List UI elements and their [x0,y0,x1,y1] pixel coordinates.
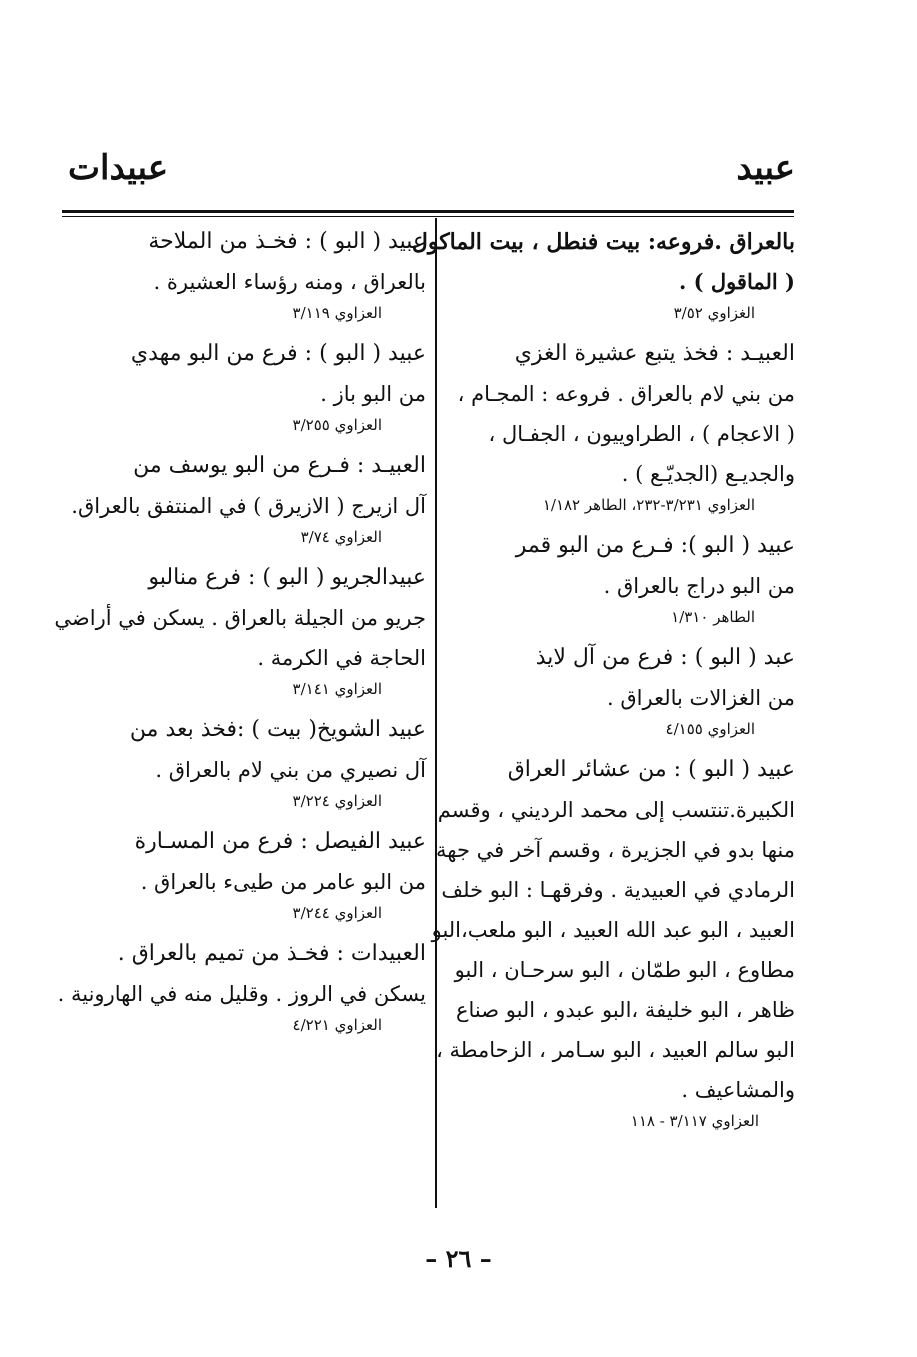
entry-reference: العزاوي ٣/١١٧ - ١١٨ [630,1112,759,1130]
entry-line: آل نصيري من بني لام بالعراق . [155,758,426,782]
entry [54,558,426,700]
entry-line: والمشاعيف . [681,1078,795,1102]
entry-line: من البو دراج بالعراق . [603,574,795,598]
entry-line: عبيد ( البو ) : من عشائر العراق [507,757,795,782]
entry [57,934,426,1036]
entry [66,334,426,436]
running-header-right: عبيد [736,148,795,188]
entry [447,526,795,628]
entry-line: عبيد ( البو ): فـرع من البو قمر [515,533,795,558]
entry-line: الحاجة في الكرمة . [257,646,426,670]
entry [411,222,795,324]
entry-line: من بني لام بالعراق . فروعه : المجـام ، [457,382,795,406]
entry-line: العبيدات : فخـذ من تميم بالعراق . [117,941,426,966]
entry-reference: العزاوي ٣/٢٥٥ [292,416,382,434]
entry-line: يسكن في الروز . وقليل منه في الهارونية . [57,982,426,1006]
entry-line: العبيـد : فخذ يتبع عشيرة الغزي [514,341,795,366]
entry-line: من البو باز . [320,382,426,406]
entry-reference: العزاوي ٣/٧٤ [300,528,382,546]
entry-reference: الطاهر ١/٣١٠ [671,608,755,626]
entry-line: عبيد ( البو ) : فخـذ من الملاحة [148,229,426,254]
entry [66,822,426,924]
header-rule-thick [62,210,794,213]
entry-reference: العزاوي ٣/٢٣١-٢٣٢، الطاهر ١/١٨٢ [542,496,755,514]
entry-line: العبيـد : فـرع من البو يوسف من [133,453,426,478]
entry-line: بالعراق .فروعه: بيت فنطل ، بيت الماكول [411,229,795,255]
entry-line: جريو من الجيلة بالعراق . يسكن في أراضي [54,606,426,630]
entry-reference: العزاوي ٣/١١٩ [292,304,382,322]
entry [66,710,426,812]
entry [66,222,426,324]
entry [447,638,795,740]
entry-line: بالعراق ، ومنه رؤساء العشيرة . [153,270,426,294]
entry-line: ( الماقول ) . [678,269,795,294]
entry [431,750,795,1132]
entry-line: آل ازيرج ( الازيرق ) في المنتفق بالعراق. [71,494,426,518]
entry-reference: العزاوي ٤/٢٢١ [292,1016,382,1034]
entry [66,446,426,548]
entry-reference: العزاوي ٣/٢٤٤ [292,904,382,922]
entry-line: من الغزالات بالعراق . [607,686,795,710]
running-header-left: عبيدات [68,148,169,188]
entry-line: ( الاعجام ) ، الطراوييون ، الجفـال ، [488,422,795,446]
entry-line: العبيد ، البو عبد الله العبيد ، البو ملعب،البو [431,918,795,942]
header-rule-thin [62,216,794,217]
entry-reference: العزاوي ٣/١٤١ [292,680,382,698]
entry-line: عبيد ( البو ) : فرع من البو مهدي [130,341,426,366]
entry-line: من البو عامر من طيىء بالعراق . [140,870,426,894]
entry-line: ظاهر ، البو خليفة ،البو عبدو ، البو صناع [455,998,795,1022]
entry-line: مطاوع ، البو طمّان ، البو سرحـان ، البو [454,958,795,982]
entry-line: الكبيرة.تنتسب إلى محمد الرديني ، وقسم [437,798,795,822]
entry-line: عبيدالجريو ( البو ) : فرع منالبو [148,565,426,590]
entry-reference: الغزاوي ٣/٥٢ [673,304,755,322]
left-column [54,222,426,1046]
entry-line: عبد ( البو ) : فرع من آل لايذ [535,645,795,670]
entry-line: الرمادي في العبيدية . وفرقهـا : البو خلف [441,878,795,902]
right-column [411,222,795,1142]
page-number: – ٢٦ – [425,1244,492,1273]
entry-reference: العزاوي ٣/٢٢٤ [292,792,382,810]
entry-line: والجديـع (الجديّـع ) . [621,462,795,486]
entry-line: البو سالم العبيد ، البو سـامر ، الزحامطة ، [436,1038,795,1062]
entry-reference: العزاوي ٤/١٥٥ [665,720,755,738]
entry-line: عبيد الفيصل : فرع من المسـارة [134,829,426,854]
entry [447,334,795,516]
entry-line: منها بدو في الجزيرة ، وقسم آخر في جهة [436,838,795,862]
entry-line: عبيد الشويخ( بيت ) :فخذ بعد من [129,717,426,742]
